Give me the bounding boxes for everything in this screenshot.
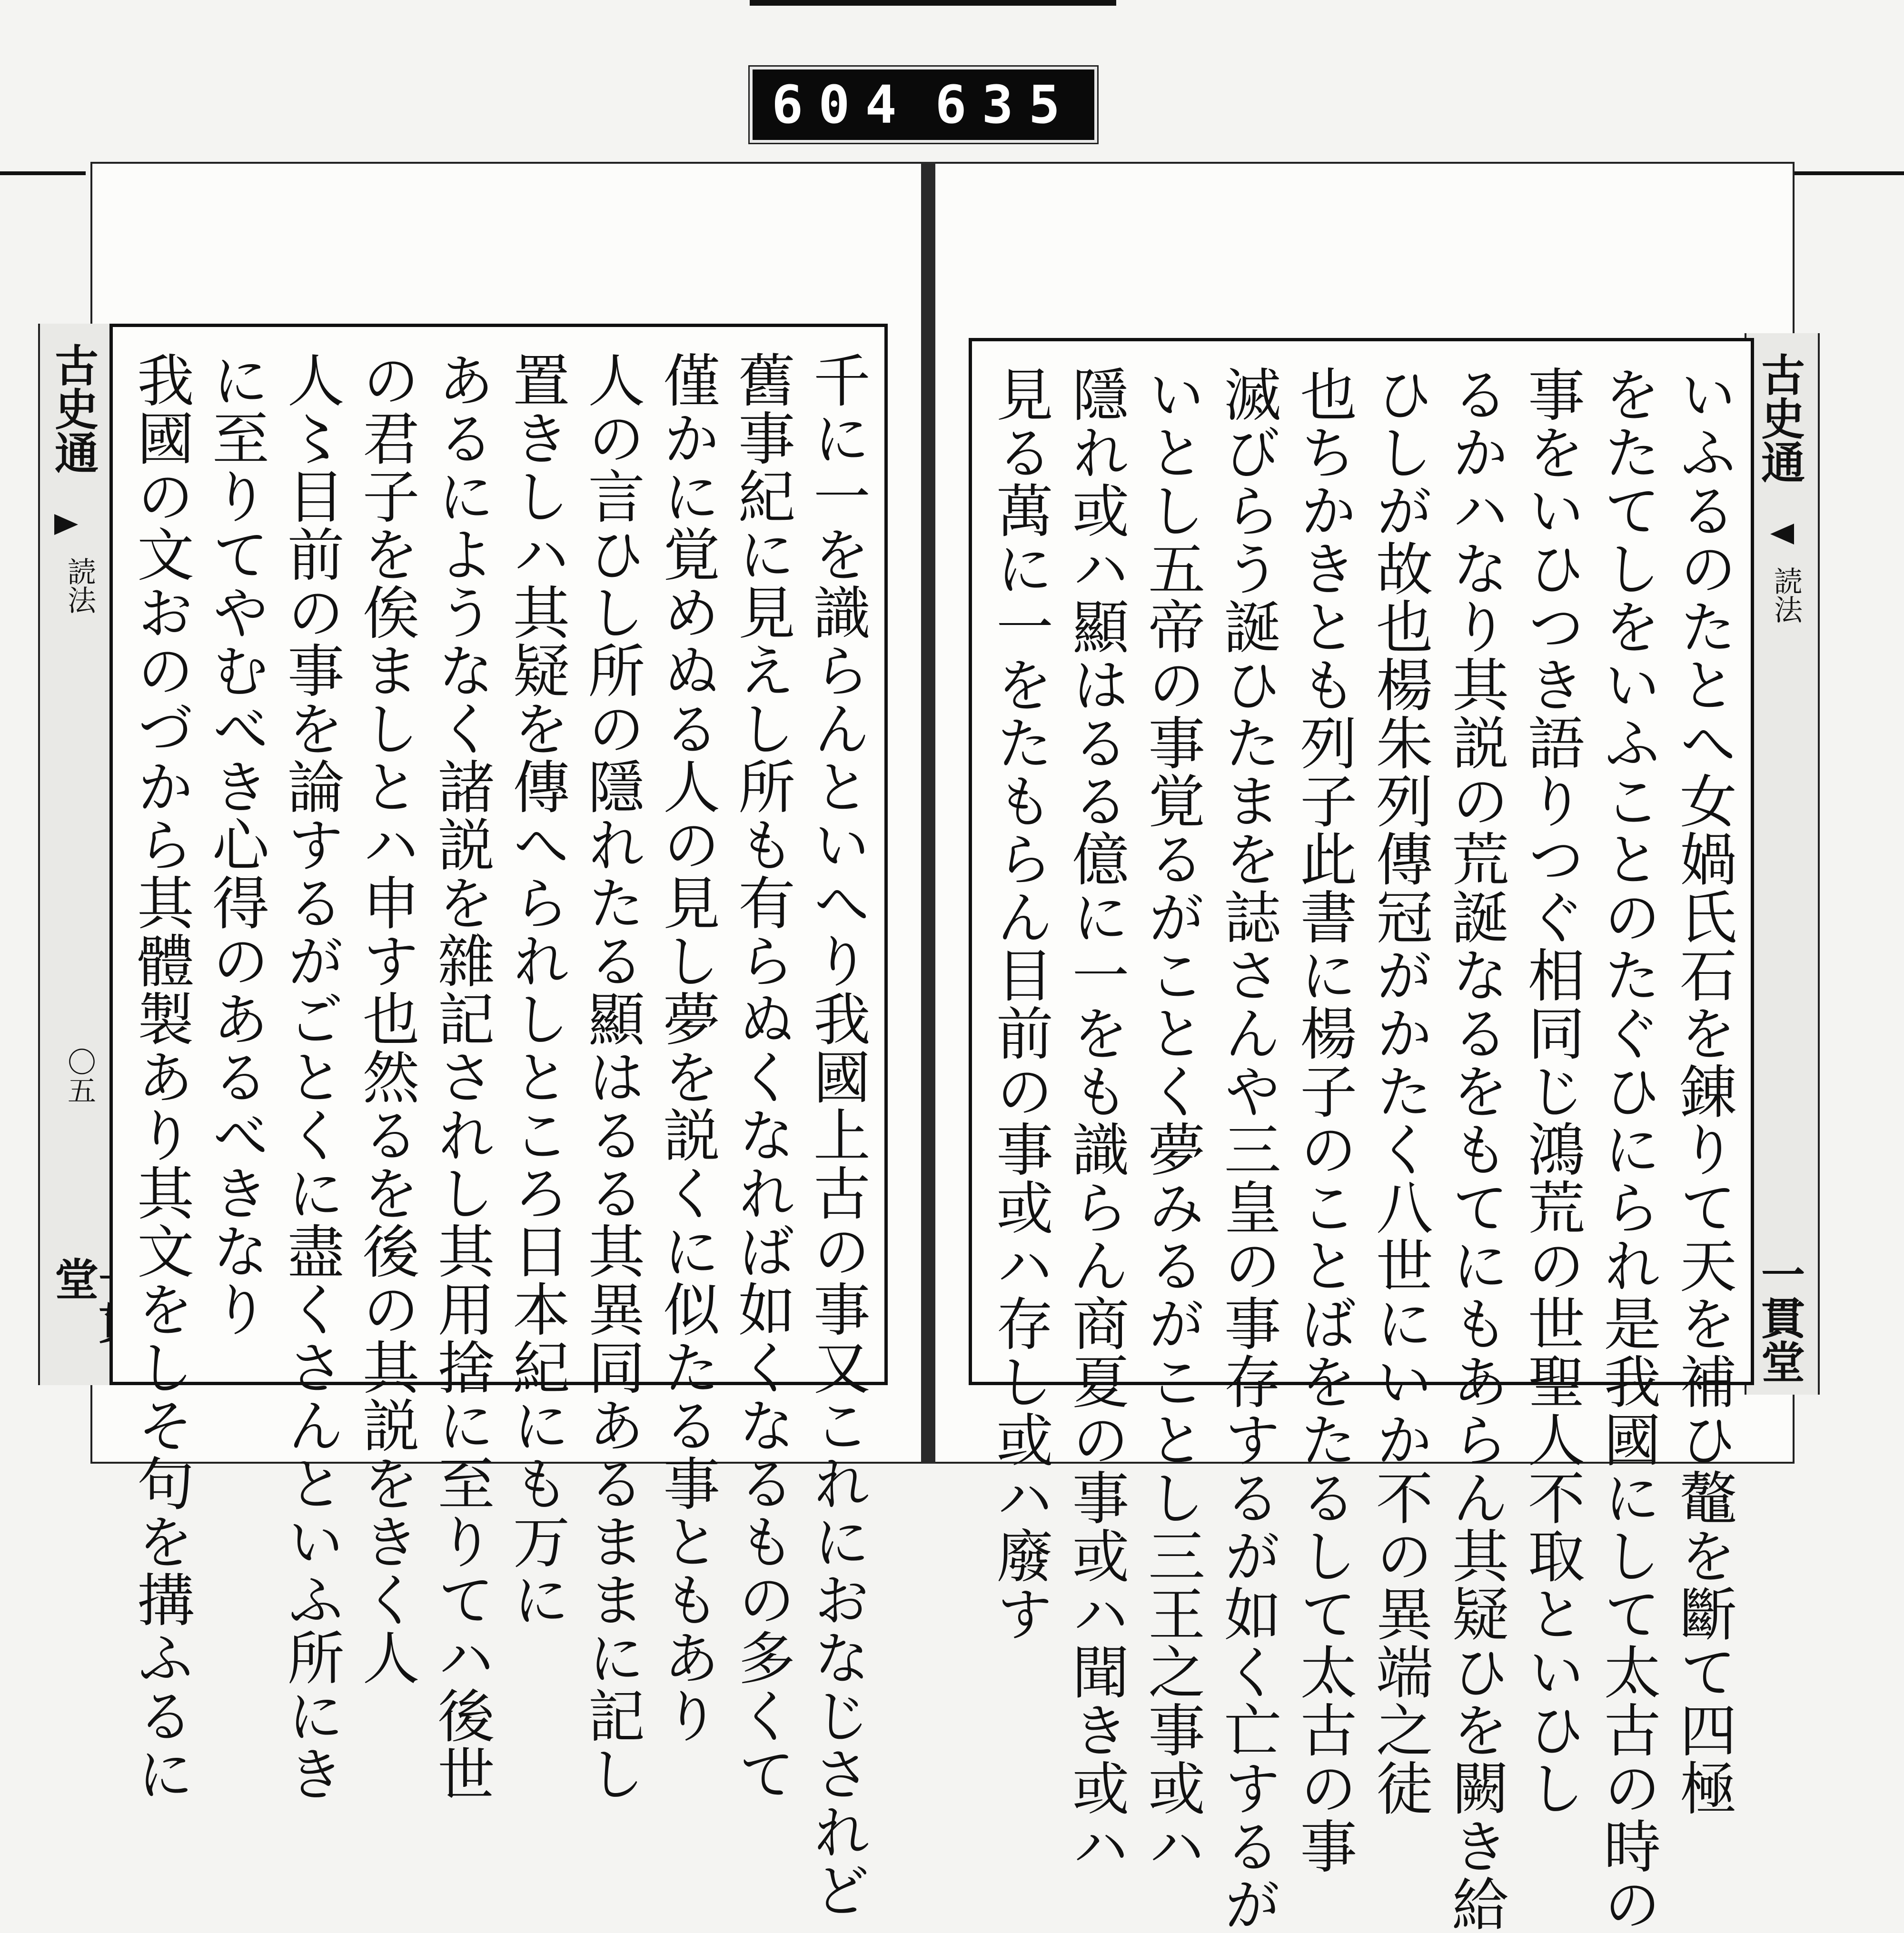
catalog-number-plate <box>750 67 1097 143</box>
text-column: に至りてやむべき心得のあるべきなり <box>202 351 269 1338</box>
text-column: 僅かに覚めぬる人の見し夢を説くに似たる事ともあり <box>654 351 720 1745</box>
text-column: をたてしをいふことのたぐひにられ是我國にして太古の時の <box>1594 365 1661 1933</box>
text-column: 滅びらう誕ひたまを誌さんや三皇の事存するが如く亡するが <box>1214 365 1281 1933</box>
plate-right-number: 635 <box>935 74 1075 135</box>
text-column: 舊事紀に見えし所も有らぬくなれば如くなるもの多くて <box>729 351 795 1803</box>
right-margin-title: 古史通 <box>1754 352 1805 484</box>
right-margin-marker-icon <box>1770 524 1794 545</box>
text-column: るかハなり其説の荒誕なるをもてにもあらん其疑ひを闕き給 <box>1442 365 1509 1933</box>
text-column: 千に一を識らんといへり我國上古の事又これにおなじされど <box>803 351 870 1919</box>
plate-left-number: 604 <box>772 74 912 135</box>
left-margin-page-number: 〇五 <box>63 1047 96 1104</box>
text-column: 見る萬に一をたもらん目前の事或ハ存し或ハ廢す <box>987 365 1053 1643</box>
text-column: いふるのたとへ女媧氏石を錬りて天を補ひ鼇を斷て四極 <box>1670 365 1736 1817</box>
text-column: あるにようなく諸説を雜記されし其用捨に至りてハ後世 <box>428 351 495 1803</box>
text-column: 置きしハ其疑を傳へられしところ日本紀にも万に <box>503 351 570 1628</box>
text-column: 事をいひつき語りつぐ相同じ鴻荒の世聖人不取といひし <box>1518 365 1585 1817</box>
text-column: 人の言ひし所の隱れたる顯はるる其異同あるままに記し <box>578 351 645 1803</box>
right-page-columns <box>987 365 1736 1933</box>
right-margin-strip <box>1745 333 1820 1395</box>
book-gutter <box>921 162 935 1464</box>
left-page-text-frame <box>109 324 888 1919</box>
text-column: いとし五帝の事覚るがことく夢みるがことし三王之事或ハ <box>1139 365 1205 1875</box>
left-margin-marker-icon <box>54 514 78 535</box>
scan-edge-line-left <box>0 171 86 175</box>
left-page-columns <box>128 351 870 1919</box>
scan-top-rule <box>750 0 1116 6</box>
text-column: の君子を俟ましとハ申す也然るを後の其説をきく人 <box>353 351 419 1686</box>
text-column: 我國の文おのづから其體製あり其文をしそ句を搆ふるに <box>128 351 194 1803</box>
right-margin-section: 読法 <box>1769 566 1803 624</box>
right-page-text-frame <box>969 338 1754 1933</box>
scan-edge-line-right <box>1790 171 1904 175</box>
left-margin-publisher: 堂 <box>48 1257 99 1300</box>
text-column: ひしが故也楊朱列傳冠がかたく八世にいか不の異端之徒 <box>1366 365 1433 1817</box>
right-margin-publisher: 一貫堂 <box>1754 1252 1805 1383</box>
text-column: 也ちかきとも列子此書に楊子のことばをたるして太古の事 <box>1290 365 1357 1875</box>
text-column: 隱れ或ハ顯はるる億に一をも識らん商夏の事或ハ聞き或ハ <box>1062 365 1129 1875</box>
left-margin-strip <box>38 324 113 1385</box>
left-margin-section: 読法 <box>63 557 96 614</box>
text-column: 人〻目前の事を論するがごとくに盡くさんといふ所にき <box>278 351 344 1803</box>
left-margin-title: 古史通 <box>48 343 99 474</box>
